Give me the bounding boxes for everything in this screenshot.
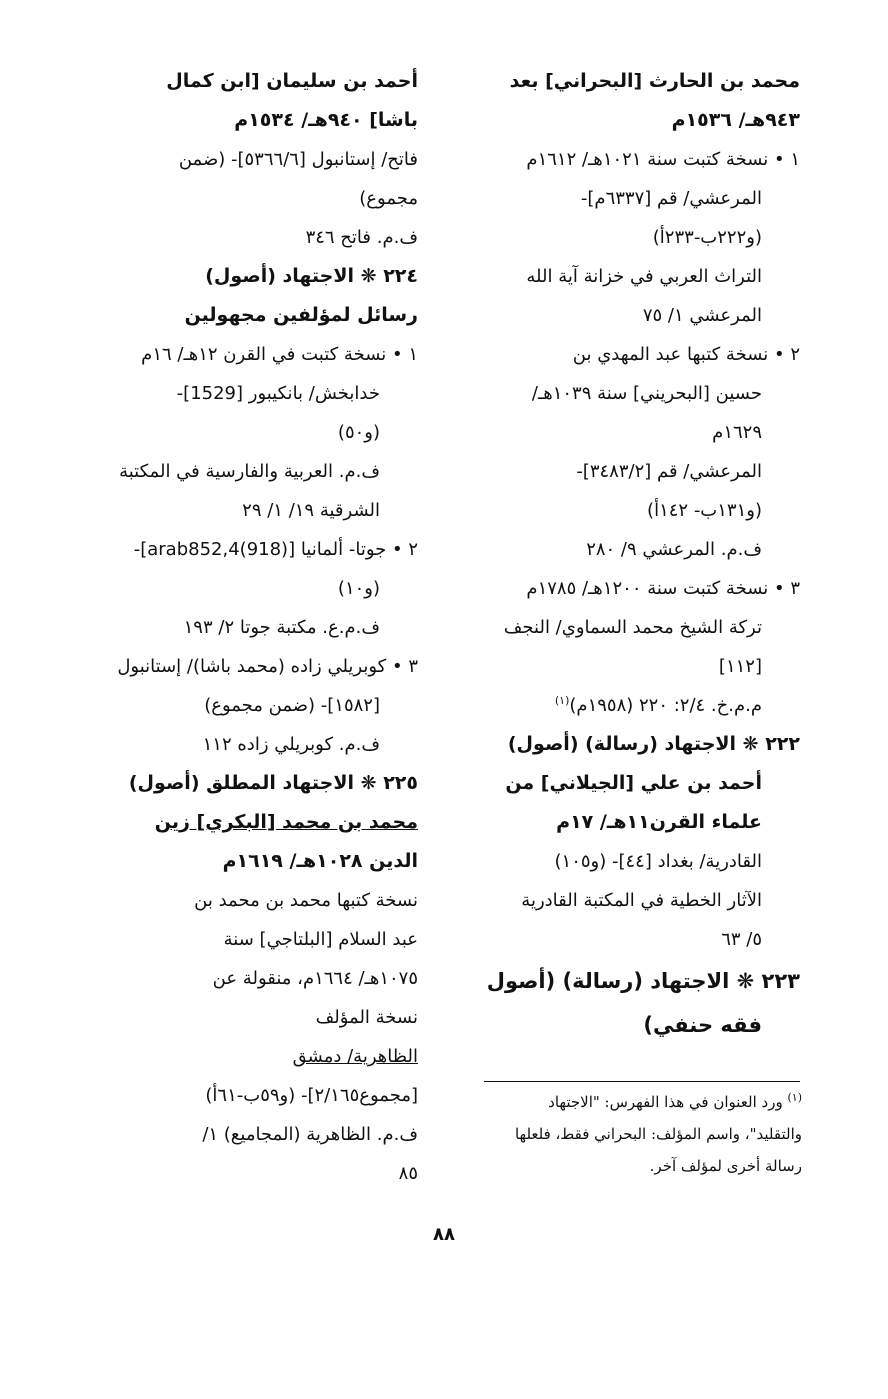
left-column-line-text: رسائل لمؤلفين مجهولين bbox=[184, 304, 418, 326]
left-column-line-text: ف.م. فاتح ٣٤٦ bbox=[305, 227, 418, 248]
left-column-line bbox=[68, 413, 418, 452]
right-column-line-text: التراث العربي في خزانة آية الله bbox=[526, 266, 762, 287]
left-column-line-text: [مجموع٢/١٦٥]- (و٥٩ب-٦١أ) bbox=[205, 1085, 418, 1106]
right-column-line bbox=[460, 686, 800, 725]
left-column-line-text: محمد بن محمد [البكري] زين bbox=[154, 811, 418, 833]
right-column-line-text: (و١٣١ب- ١٤٢أ) bbox=[647, 500, 762, 521]
left-column-line-text: باشا] ٩٤٠هـ/ ١٥٣٤م bbox=[234, 109, 418, 131]
right-column-line bbox=[460, 218, 800, 257]
right-column-line-text: فقه حنفي) bbox=[643, 1013, 762, 1037]
page-number: ٨٨ bbox=[433, 1224, 455, 1245]
right-column-line-text: [١١٢] bbox=[718, 656, 762, 677]
left-column-line-text: ٢٢٥ ❋ الاجتهاد المطلق (أصول) bbox=[128, 772, 418, 794]
left-column-line-text: نسخة المؤلف bbox=[315, 1007, 418, 1028]
right-column-line bbox=[460, 452, 800, 491]
footnote-reference: (١) bbox=[554, 694, 570, 707]
right-column-line-text: م.م.خ. ٢/٤: ٢٢٠ (١٩٥٨م) bbox=[569, 695, 762, 716]
left-column-line bbox=[68, 374, 418, 413]
right-column-line-text: الآثار الخطية في المكتبة القادرية bbox=[521, 890, 762, 911]
left-column-line-text: ٢٢٤ ❋ الاجتهاد (أصول) bbox=[205, 265, 418, 287]
footnote-text: ورد العنوان في هذا الفهرس: "الاجتهاد bbox=[548, 1093, 783, 1111]
left-column-line bbox=[68, 920, 418, 959]
right-column-line bbox=[460, 881, 800, 920]
left-column-line-text: (و١٠) bbox=[337, 578, 380, 599]
left-column-line bbox=[68, 1115, 418, 1154]
right-column-line-text: تركة الشيخ محمد السماوي/ النجف bbox=[503, 617, 762, 638]
left-column-line-text: الدين ١٠٢٨هـ/ ١٦١٩م bbox=[222, 850, 418, 872]
left-column-line-text: ف.م. الظاهرية (المجاميع) ١/ bbox=[202, 1124, 418, 1145]
right-column-line bbox=[460, 608, 800, 647]
right-column-line bbox=[460, 140, 800, 179]
left-column-line bbox=[68, 725, 418, 764]
left-column-line bbox=[68, 140, 418, 179]
right-column-line-text: ٥/ ٦٣ bbox=[721, 929, 762, 950]
right-column-line-text: (و٢٢٢ب-٢٣٣أ) bbox=[652, 227, 762, 248]
right-column bbox=[460, 62, 800, 1047]
right-column-line bbox=[460, 647, 800, 686]
left-column-line bbox=[68, 179, 418, 218]
footnote-line bbox=[462, 1150, 802, 1182]
right-column-line bbox=[460, 920, 800, 959]
left-column-line-text: عبد السلام [البلتاجي] سنة bbox=[223, 929, 418, 950]
right-column-line-text: ٢ • نسخة كتبها عبد المهدي بن bbox=[572, 344, 800, 365]
right-column-line-text: ١ • نسخة كتبت سنة ١٠٢١هـ/ ١٦١٢م bbox=[526, 149, 800, 170]
right-column-line bbox=[460, 764, 800, 803]
footnote-separator bbox=[484, 1081, 800, 1082]
right-column-line-text: حسين [البحريني] سنة ١٠٣٩هـ/ bbox=[531, 383, 762, 404]
right-column-line-text: ٩٤٣هـ/ ١٥٣٦م bbox=[671, 109, 800, 131]
left-column-line-text: ٨٥ bbox=[398, 1163, 418, 1184]
right-column-line-text: المرعشي/ قم [٣٤٨٣/٢]- bbox=[576, 461, 762, 482]
right-column-line-text: ٢٢٣ ❋ الاجتهاد (رسالة) (أصول bbox=[486, 969, 800, 993]
left-column-line-text: [١٥٨٢]- (ضمن مجموع) bbox=[204, 695, 380, 716]
left-column-line bbox=[68, 686, 418, 725]
right-column-line bbox=[460, 725, 800, 764]
right-column-line bbox=[460, 842, 800, 881]
left-column-line bbox=[68, 608, 418, 647]
footnote-text: رسالة أخرى لمؤلف آخر. bbox=[649, 1157, 802, 1175]
right-column-line-text: ٣ • نسخة كتبت سنة ١٢٠٠هـ/ ١٧٨٥م bbox=[526, 578, 800, 599]
left-column-line bbox=[68, 569, 418, 608]
left-column-line-text: الظاهرية/ دمشق bbox=[292, 1046, 418, 1067]
left-column-line-text: مجموع) bbox=[359, 188, 418, 209]
left-column-line bbox=[68, 959, 418, 998]
left-column-line bbox=[68, 296, 418, 335]
right-column-line bbox=[460, 374, 800, 413]
right-column-line-text: علماء القرن١١هـ/ ١٧م bbox=[556, 811, 762, 833]
left-column-line-text: نسخة كتبها محمد بن محمد بن bbox=[194, 890, 418, 911]
left-column-line bbox=[68, 530, 418, 569]
right-column-line-text: محمد بن الحارث [البحراني] بعد bbox=[509, 70, 800, 92]
left-column-line bbox=[68, 452, 418, 491]
left-column-line bbox=[68, 803, 418, 842]
right-column-line bbox=[460, 1003, 800, 1047]
right-column-line-text: أحمد بن علي [الجيلاني] من bbox=[505, 772, 762, 794]
left-column-line bbox=[68, 257, 418, 296]
right-column-line bbox=[460, 413, 800, 452]
left-column-line-text: ٢ • جوتا- ألمانيا [arab852,4(918)]- bbox=[133, 539, 418, 560]
left-column-line-text: خدابخش/ بانكيبور [1529]- bbox=[176, 383, 380, 404]
footnote-text: والتقليد"، واسم المؤلف: البحراني فقط، فلعلها bbox=[514, 1125, 802, 1143]
right-column-line bbox=[460, 491, 800, 530]
right-column-line bbox=[460, 179, 800, 218]
right-column-line-text: ١٦٢٩م bbox=[712, 422, 762, 443]
left-column-line bbox=[68, 218, 418, 257]
left-column-line-text: أحمد بن سليمان [ابن كمال bbox=[166, 70, 418, 92]
footnote-mark: (١) bbox=[787, 1091, 802, 1104]
footnotes bbox=[462, 1086, 802, 1182]
left-column-line-text: ف.م. كوبريلي زاده ١١٢ bbox=[202, 734, 380, 755]
left-column-line-text: ٣ • كوبريلي زاده (محمد باشا)/ إستانبول bbox=[117, 656, 418, 677]
footnote-line bbox=[462, 1118, 802, 1150]
left-column-line bbox=[68, 998, 418, 1037]
left-column-line bbox=[68, 101, 418, 140]
left-column-line bbox=[68, 1076, 418, 1115]
right-column-line bbox=[460, 257, 800, 296]
right-column-line bbox=[460, 296, 800, 335]
left-column-line bbox=[68, 491, 418, 530]
left-column-line bbox=[68, 62, 418, 101]
right-column-line-text: ٢٢٢ ❋ الاجتهاد (رسالة) (أصول) bbox=[507, 733, 800, 755]
left-column-line bbox=[68, 647, 418, 686]
right-column-line bbox=[460, 335, 800, 374]
left-column-line-text: ١٠٧٥هـ/ ١٦٦٤م، منقولة عن bbox=[212, 968, 418, 989]
right-column-line-text: المرعشي ١/ ٧٥ bbox=[642, 305, 762, 326]
left-column-line bbox=[68, 1154, 418, 1193]
left-column-line bbox=[68, 1037, 418, 1076]
left-column bbox=[68, 62, 418, 1193]
right-column-line bbox=[460, 62, 800, 101]
footnote-line bbox=[462, 1086, 802, 1118]
right-column-line bbox=[460, 803, 800, 842]
right-column-line bbox=[460, 101, 800, 140]
right-column-line bbox=[460, 530, 800, 569]
right-column-line bbox=[460, 959, 800, 1003]
right-column-line bbox=[460, 569, 800, 608]
left-column-line bbox=[68, 842, 418, 881]
right-column-line-text: ف.م. المرعشي ٩/ ٢٨٠ bbox=[586, 539, 762, 560]
left-column-line-text: ١ • نسخة كتبت في القرن ١٢هـ/ ١٦م bbox=[141, 344, 418, 365]
left-column-line bbox=[68, 881, 418, 920]
left-column-line-text: (و٥٠) bbox=[337, 422, 380, 443]
right-column-line-text: القادرية/ بغداد [٤٤]- (و١٠٥) bbox=[554, 851, 762, 872]
left-column-line-text: ف.م. العربية والفارسية في المكتبة bbox=[119, 461, 380, 482]
left-column-line bbox=[68, 335, 418, 374]
left-column-line-text: فاتح/ إستانبول [٥٣٦٦/٦]- (ضمن bbox=[178, 149, 418, 170]
right-column-line-text: المرعشي/ قم [٦٣٣٧م]- bbox=[580, 188, 762, 209]
left-column-line-text: الشرقية ١٩/ ١/ ٢٩ bbox=[242, 500, 380, 521]
left-column-line-text: ف.م.ع. مكتبة جوتا ٢/ ١٩٣ bbox=[183, 617, 380, 638]
left-column-line bbox=[68, 764, 418, 803]
